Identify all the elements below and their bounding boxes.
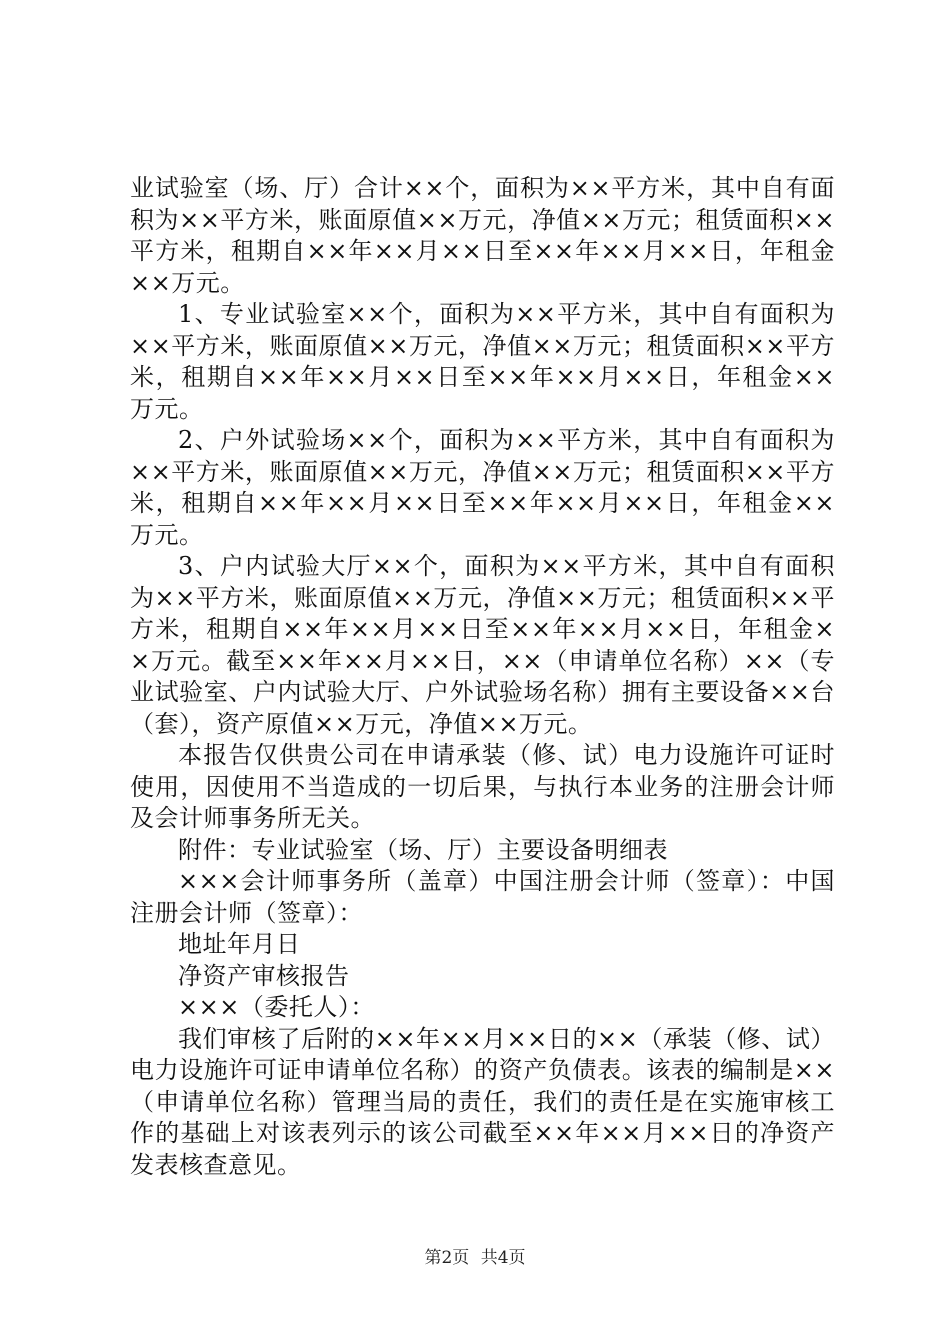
page-footer — [0, 1243, 950, 1268]
paragraph-signatures: ×××会计师事务所（盖章）中国注册会计师（签章）：中国注册会计师（签章）： — [130, 867, 835, 927]
paragraph-item-3: 3、户内试验大厅××个，面积为××平方米，其中自有面积为××平方米，账面原值××万元，净值××万元；租赁面积××平方米，租期自××年××月××日至××年××月××日，年租金××万元。截至××年××月××日，××（申请单位名称）××（专业试验室、户内试验大厅、户外试验场名称）拥有主要设备××台（套），资产原值××万元，净值××万元。 — [130, 552, 835, 738]
paragraph-attachment: 附件：专业试验室（场、厅）主要设备明细表 — [178, 835, 668, 864]
document-body — [130, 173, 835, 1181]
paragraph-item-1: 1、专业试验室××个，面积为××平方米，其中自有面积为××平方米，账面原值××万元，净值××万元；租赁面积××平方米，租期自××年××月××日至××年××月××日，年租金××万元。 — [130, 300, 835, 423]
page-total: 共4页 — [480, 1248, 526, 1268]
paragraph-addressee: ×××（委托人）： — [178, 993, 375, 1021]
section-title: 净资产审核报告 — [178, 961, 350, 990]
paragraph-disclaimer: 本报告仅供贵公司在申请承装（修、试）电力设施许可证时使用，因使用不当造成的一切后果，与执行本业务的注册会计师及会计师事务所无关。 — [130, 741, 835, 832]
paragraph-item-2: 2、户外试验场××个，面积为××平方米，其中自有面积为××平方米，账面原值××万元，净值××万元；租赁面积××平方米，租期自××年××月××日至××年××月××日，年租金××万元。 — [130, 426, 835, 549]
paragraph-continued: 业试验室（场、厅）合计××个，面积为××平方米，其中自有面积为××平方米，账面原值××万元，净值××万元；租赁面积××平方米，租期自××年××月××日至××年××月××日，年租金××万元。 — [130, 174, 835, 297]
page-number: 第2页 — [424, 1248, 470, 1268]
paragraph-address-date: 地址年月日 — [178, 930, 301, 958]
paragraph-audit-scope: 我们审核了后附的××年××月××日的××（承装（修、试）电力设施许可证申请单位名称）的资产负债表。该表的编制是××（申请单位名称）管理当局的责任，我们的责任是在实施审核工作的基础上对该表列示的该公司截至××年××月××日的净资产发表核查意见。 — [130, 1024, 835, 1179]
